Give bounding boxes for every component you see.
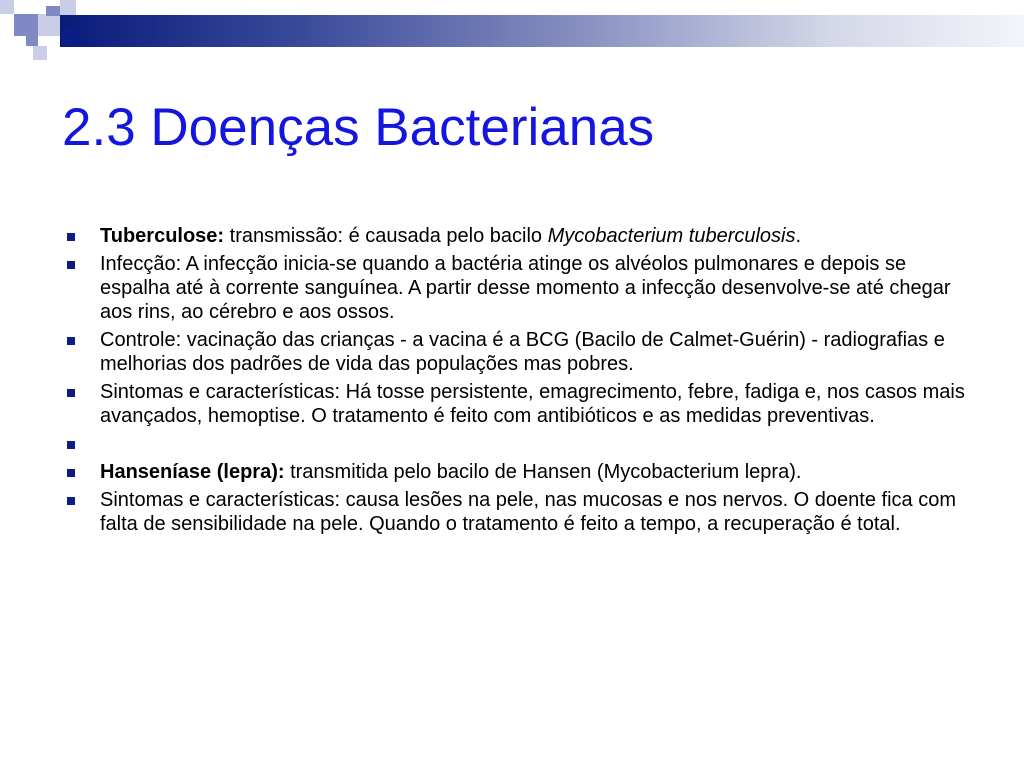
square-bullet-icon xyxy=(67,233,75,241)
bullet-lead: Tuberculose: xyxy=(100,225,225,247)
bullet-text: Infecção: A infecção inicia-se quando a bactéria atinge os alvéolos pulmonares e depois se espalha até à corrente sanguínea. A partir desse momento a infecção desenvolve-se até chegar aos rins, ao cérebro e aos ossos. xyxy=(100,253,951,323)
square-bullet-icon xyxy=(67,261,75,269)
bullet-item xyxy=(62,380,972,428)
square-bullet-icon xyxy=(67,441,75,449)
bullet-list xyxy=(62,224,972,540)
bullet-text: Controle: vacinação das crianças - a vacina é a BCG (Bacilo de Calmet-Guérin) - radiografias e melhorias dos padrões de vida das populações mas pobres. xyxy=(100,329,945,375)
bullet-item xyxy=(62,252,972,324)
bullet-text: transmissão: é causada pelo bacilo xyxy=(224,225,548,247)
bullet-lead: Hanseníase (lepra): xyxy=(100,461,285,483)
square-bullet-icon xyxy=(67,337,75,345)
bullet-item xyxy=(62,488,972,536)
decorative-square xyxy=(38,14,60,36)
bullet-text: Sintomas e características: causa lesões na pele, nas mucosas e nos nervos. O doente fica com falta de sensibilidade na pele. Quando o tratamento é feito a tempo, a recuperação é total. xyxy=(100,489,956,535)
slide-title: 2.3 Doenças Bacterianas xyxy=(62,98,655,157)
bullet-tail: . xyxy=(795,225,802,247)
decorative-square xyxy=(26,36,38,46)
bullet-item-empty xyxy=(62,432,972,456)
decorative-square xyxy=(62,28,80,46)
square-bullet-icon xyxy=(67,469,75,477)
square-bullet-icon xyxy=(67,389,75,397)
decorative-square xyxy=(0,0,14,14)
bullet-item xyxy=(62,224,972,248)
bullet-item xyxy=(62,328,972,376)
decorative-square xyxy=(14,14,38,36)
bullet-text: Sintomas e características: Há tosse persistente, emagrecimento, febre, fadiga e, nos casos mais avançados, hemoptise. O tratamento é feito com antibióticos e as medidas preventivas. xyxy=(100,381,965,427)
square-bullet-icon xyxy=(67,497,75,505)
decorative-square xyxy=(46,6,60,16)
bullet-italic: Mycobacterium tuberculosis xyxy=(547,225,796,247)
header-gradient-band xyxy=(60,15,1024,47)
decorative-square xyxy=(60,0,76,15)
bullet-item xyxy=(62,460,972,484)
bullet-text: transmitida pelo bacilo de Hansen (Mycobacterium lepra). xyxy=(284,461,802,483)
decorative-square xyxy=(33,46,47,60)
